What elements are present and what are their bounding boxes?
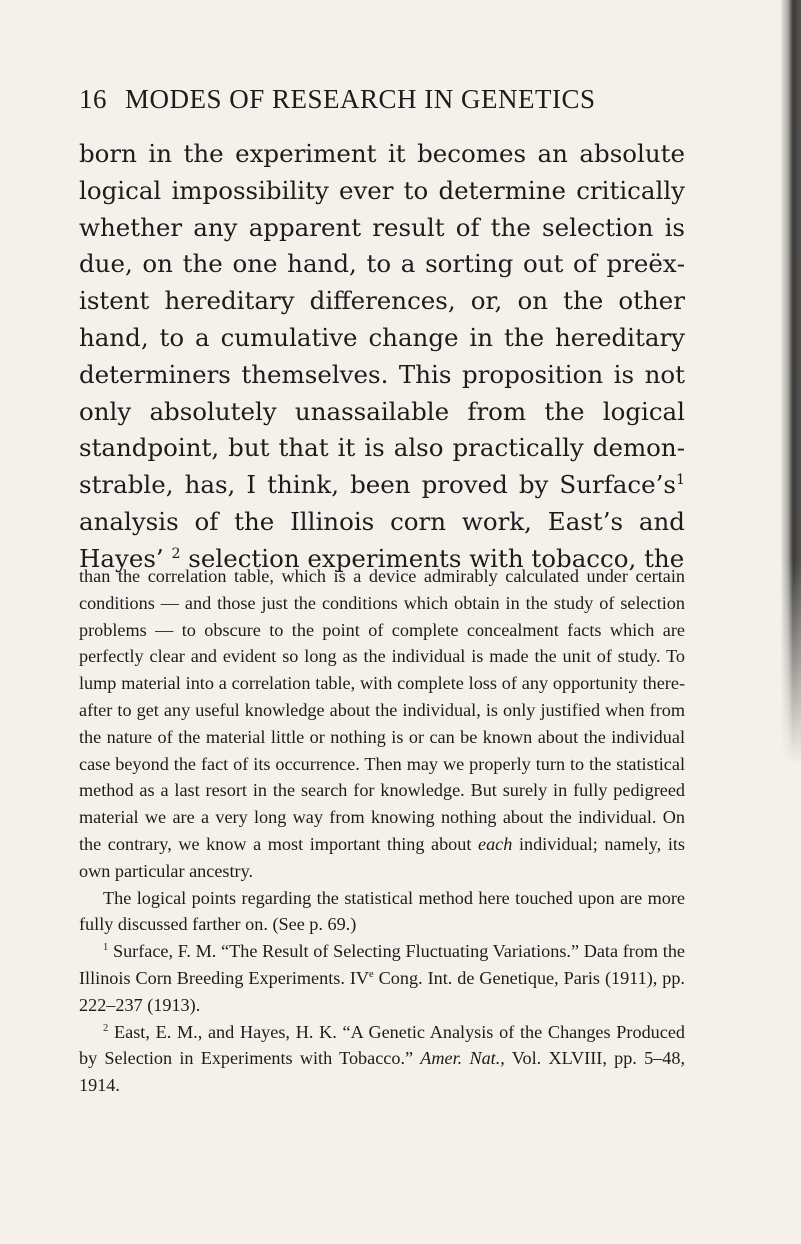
footnote-continuation-paragraph-2: The logical points regarding the statistical method here touched upon are more fully discussed farther on. (See p. 69.) — [79, 887, 685, 935]
footnote-1 — [79, 938, 685, 1018]
footnote-text: East, E. M., and Hayes, H. K. “A Genetic Analysis of the Changes Produced by Selection in Experiments with Tobacco.” — [79, 1021, 685, 1069]
body-paragraph — [79, 136, 685, 578]
page-edge-fade — [781, 560, 801, 1244]
running-title: MODES OF RESEARCH IN GENETICS — [125, 84, 596, 114]
footnote-text: Surface, F. M. “The Result of Selecting Fluctuating Variations.” Data from the Illinois Corn Breeding Experiments. IV — [79, 941, 685, 988]
journal-title: Amer. Nat., — [420, 1048, 505, 1069]
page-number: 16 — [79, 84, 107, 114]
footnote-ref-2[interactable]: 2 — [171, 545, 181, 562]
footnote-text: than the correlation table, which is a device admirably calculated under certain conditions — and those just the conditions which obtain in the study of selection problems — to obscure to the point of complete concealment facts which are perfectly clear and evident so long as the individual is made the unit of study. To lump material into a correlation table, with complete loss of any opportunity thereafter to get any useful knowledge about the individual, is only justified when from the nature of the material little or nothing is or can be known about the individual case beyond the fact of its occurrence. Then may we properly turn to the statistical method as a last resort in the search for knowledge. But surely in fully pedigreed material we are a very long way from knowing nothing about the individual. On the contrary, we know a most important thing about — [79, 566, 685, 854]
body-text-segment: selection experiments with tobacco, the — [180, 543, 685, 573]
footnote-text: Vol. XLVIII, pp. 5–48, 1914. — [79, 1048, 685, 1096]
footnote-text: Cong. Int. de Genetique, Paris (1911), pp. 222–237 (1913). — [79, 967, 685, 1015]
footnote-ref-1[interactable]: 1 — [675, 472, 685, 489]
footnote-marker: 1 — [103, 942, 109, 954]
footnote-2 — [79, 1019, 685, 1099]
body-text-segment: analysis of the Illinois corn work, East’s and Hayes’ — [79, 506, 685, 573]
running-head — [79, 84, 719, 115]
body-text-segment: born in the experiment it becomes an absolute logical impossibility ever to determine critically whether any apparent result of the selection is due, on the one hand, to a sorting out of preëxistent hereditary differences, or, on the other hand, to a cumulative change in the hereditary determiners themselves. This proposition is not only absolutely unassailable from the logical standpoint, but that it is also practically demonstrable, has, I think, been proved by Surface’s — [79, 139, 685, 500]
superscript-text: e — [369, 968, 374, 980]
footnotes-block — [79, 563, 685, 1099]
emphasis-text: each — [478, 833, 513, 854]
footnote-continuation-paragraph — [79, 563, 685, 885]
footnote-marker: 2 — [103, 1022, 109, 1034]
footnote-text: individual; namely, its own particular ancestry. — [79, 833, 685, 881]
